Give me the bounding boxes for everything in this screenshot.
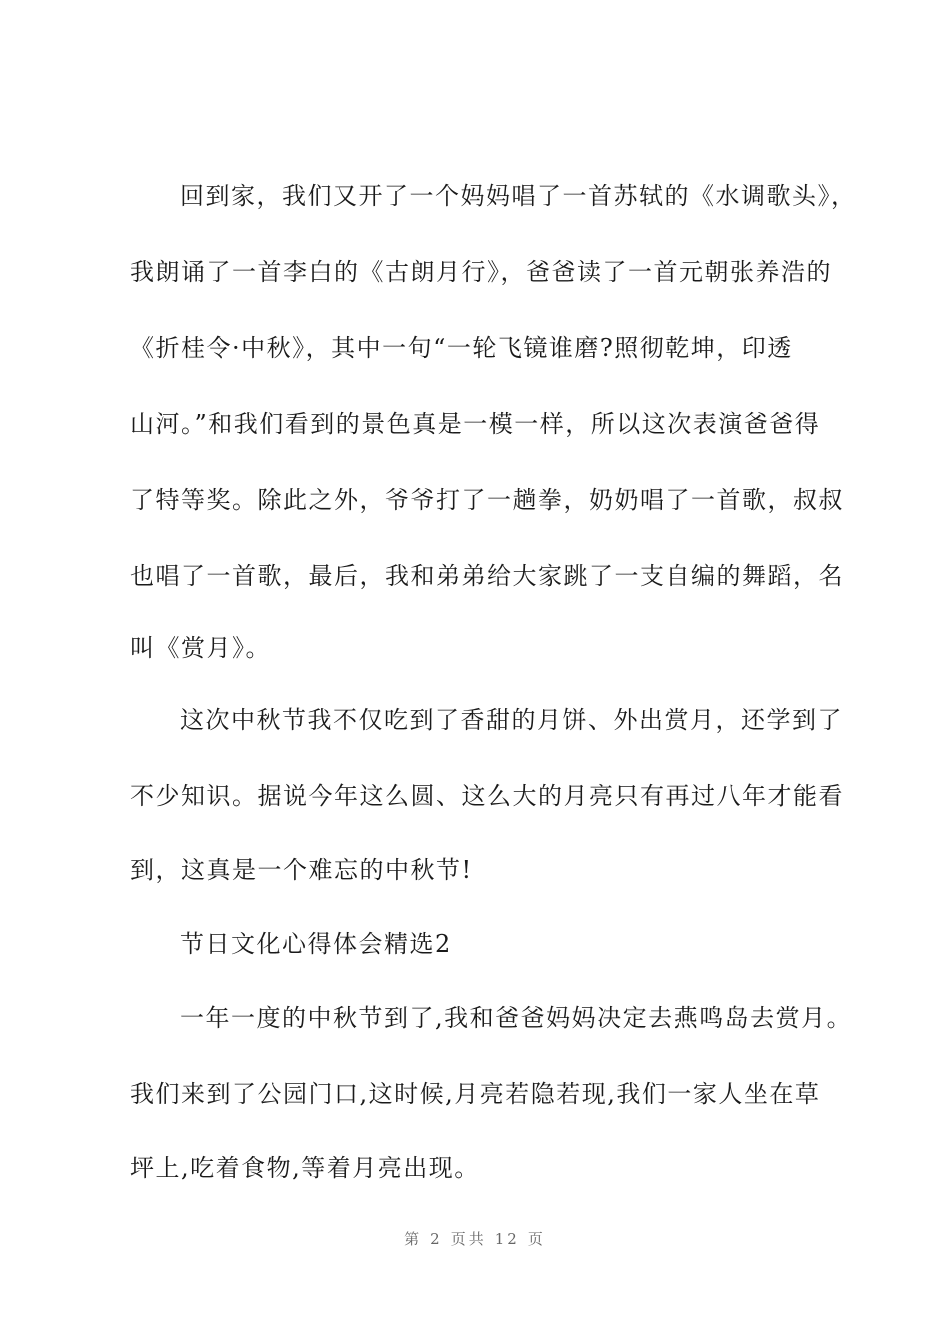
footer-prefix: 第 bbox=[404, 1230, 423, 1248]
paragraph-3-line-2: 我们来到了公园门口,这时候,月亮若隐若现,我们一家人坐在草 bbox=[130, 1080, 821, 1108]
section-heading: 节日文化心得体会精选2 bbox=[180, 930, 452, 958]
paragraph-1-line-6: 也唱了一首歌，最后，我和弟弟给大家跳了一支自编的舞蹈，名 bbox=[130, 562, 844, 590]
footer-total-pages: 12 bbox=[494, 1230, 520, 1248]
paragraph-2-line-3: 到，这真是一个难忘的中秋节! bbox=[130, 856, 473, 884]
page-footer bbox=[0, 1228, 950, 1249]
paragraph-1-line-3: 《折桂令·中秋》，其中一句“一轮飞镜谁磨?照彻乾坤，印透 bbox=[130, 334, 793, 362]
paragraph-3-line-1: 一年一度的中秋节到了,我和爸爸妈妈决定去燕鸣岛去赏月。 bbox=[180, 1004, 853, 1032]
footer-page-number: 2 bbox=[430, 1230, 443, 1248]
footer-middle: 页共 bbox=[450, 1230, 487, 1248]
paragraph-2-line-1: 这次中秋节我不仅吃到了香甜的月饼、外出赏月，还学到了 bbox=[180, 706, 843, 734]
paragraph-3-line-3: 坪上,吃着食物,等着月亮出现。 bbox=[130, 1154, 480, 1182]
footer-suffix: 页 bbox=[527, 1230, 546, 1248]
paragraph-1-line-7: 叫《赏月》。 bbox=[130, 634, 271, 662]
paragraph-1-line-1: 回到家，我们又开了一个妈妈唱了一首苏轼的《水调歌头》， bbox=[180, 182, 857, 210]
paragraph-1-line-5: 了特等奖。除此之外，爷爷打了一趟拳，奶奶唱了一首歌，叔叔 bbox=[130, 486, 844, 514]
paragraph-1-line-4: 山河。”和我们看到的景色真是一模一样，所以这次表演爸爸得 bbox=[130, 410, 821, 438]
paragraph-1-line-2: 我朗诵了一首李白的《古朗月行》，爸爸读了一首元朝张养浩的 bbox=[130, 258, 832, 286]
paragraph-2-line-2: 不少知识。据说今年这么圆、这么大的月亮只有再过八年才能看 bbox=[130, 782, 844, 810]
